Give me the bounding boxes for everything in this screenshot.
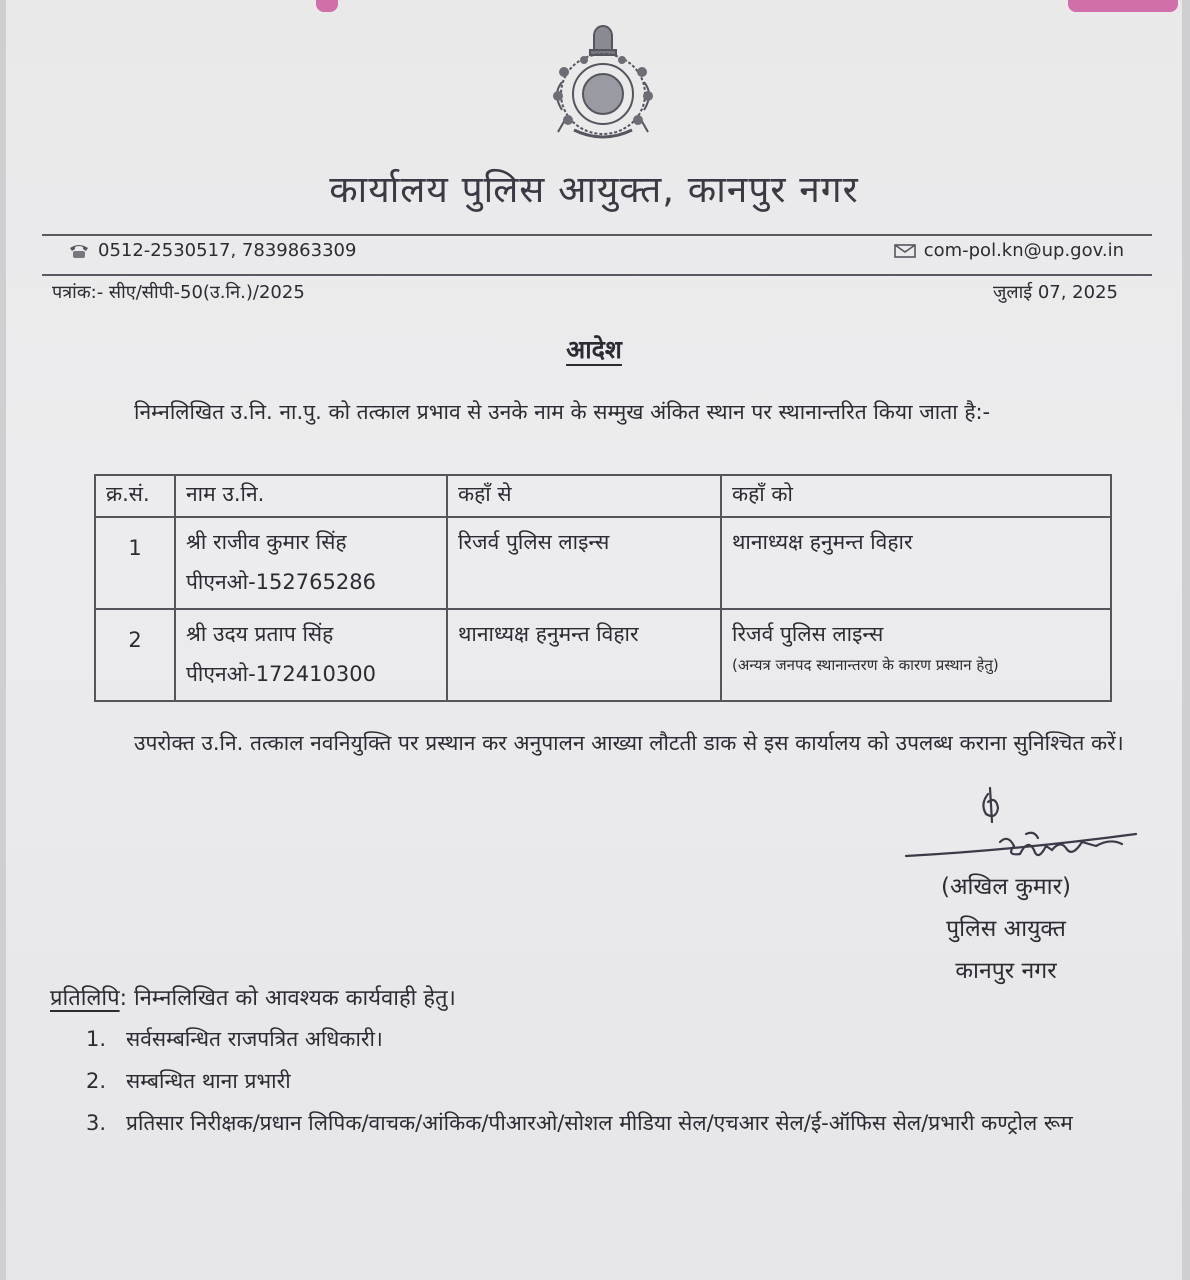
cell-sno: 2 — [95, 609, 175, 701]
up-police-emblem-icon — [544, 22, 662, 144]
table-header-row — [95, 475, 1111, 517]
pink-edge-mark — [1068, 0, 1178, 12]
destination: रिजर्व पुलिस लाइन्स — [732, 622, 884, 646]
officer-name: श्री राजीव कुमार सिंह — [186, 530, 347, 554]
cell-name — [175, 517, 447, 609]
list-item — [86, 1018, 1152, 1060]
header-rule-top — [42, 234, 1152, 236]
table-row — [95, 517, 1111, 609]
cell-from: रिजर्व पुलिस लाइन्स — [447, 517, 721, 609]
cell-name — [175, 609, 447, 701]
phone-numbers: 0512-2530517, 7839863309 — [98, 240, 357, 261]
order-intro: निम्नलिखित उ.नि. ना.पु. को तत्काल प्रभाव से उनके नाम के सम्मुख अंकित स्थान पर स्थानान्तरित किया जाता है:- — [134, 400, 991, 424]
header-to: कहाँ को — [721, 475, 1111, 517]
list-text: प्रतिसार निरीक्षक/प्रधान लिपिक/वाचक/आंकिक/पीआरओ/सोशल मीडिया सेल/एचआर सेल/ई-ऑफिस सेल/प्रभारी कण्ट्रोल रूम — [126, 1111, 1073, 1135]
transfer-table — [94, 474, 1112, 702]
cell-to — [721, 609, 1111, 701]
list-number: 3. — [86, 1111, 107, 1135]
letter-date: जुलाई 07, 2025 — [993, 282, 1118, 303]
order-closing: उपरोक्त उ.नि. तत्काल नवनियुक्ति पर प्रस्थान कर अनुपालन आख्या लौटती डाक से इस कार्यालय को उपलब्ध कराना सुनिश्चित करें। — [134, 731, 1124, 755]
cell-to: थानाध्यक्ष हनुमन्त विहार — [721, 517, 1111, 609]
copy-heading — [50, 982, 456, 1012]
cell-sno: 1 — [95, 517, 175, 609]
signature-block — [906, 866, 1106, 992]
contact-row — [68, 240, 1124, 268]
signatory-name: (अखिल कुमार) — [941, 874, 1071, 900]
order-heading — [6, 332, 1182, 366]
document-sheet — [6, 0, 1182, 1280]
mail-icon — [894, 243, 916, 259]
reference-row — [52, 280, 1118, 310]
phone-line — [68, 240, 356, 261]
cell-from: थानाध्यक्ष हनुमन्त विहार — [447, 609, 721, 701]
list-number: 1. — [86, 1027, 107, 1051]
header-rule-bottom — [42, 274, 1152, 276]
copy-heading-text: : निम्नलिखित को आवश्यक कार्यवाही हेतु। — [119, 986, 456, 1011]
header-from: कहाँ से — [447, 475, 721, 517]
reference-number: पत्रांक:- सीए/सीपी-50(उ.नि.)/2025 — [52, 282, 305, 303]
signatory-designation: पुलिस आयुक्त — [946, 916, 1066, 942]
officer-name: श्री उदय प्रताप सिंह — [186, 622, 334, 646]
header-sno: क्र.सं. — [95, 475, 175, 517]
copy-label: प्रतिलिपि — [50, 986, 120, 1011]
table-row — [95, 609, 1111, 701]
officer-pno: पीएनओ-152765286 — [186, 570, 376, 594]
transfer-note: (अन्यत्र जनपद स्थानान्तरण के कारण प्रस्थान हेतु) — [732, 656, 999, 674]
email-line — [894, 240, 1124, 261]
copy-list — [86, 1018, 1152, 1144]
officer-pno: पीएनओ-172410300 — [186, 662, 376, 686]
pink-edge-mark — [316, 0, 338, 12]
order-heading-text: आदेश — [566, 335, 622, 364]
office-title: कार्यालय पुलिस आयुक्त, कानपुर नगर — [329, 168, 859, 211]
list-number: 2. — [86, 1069, 107, 1093]
phone-icon — [68, 243, 90, 259]
email-address: com-pol.kn@up.gov.in — [923, 240, 1124, 261]
signatory-place: कानपुर नगर — [955, 958, 1057, 984]
list-text: सम्बन्धित थाना प्रभारी — [126, 1069, 291, 1093]
list-item — [86, 1102, 1152, 1144]
header-name: नाम उ.नि. — [175, 475, 447, 517]
list-text: सर्वसम्बन्धित राजपत्रित अधिकारी। — [126, 1027, 383, 1051]
list-item — [86, 1060, 1152, 1102]
